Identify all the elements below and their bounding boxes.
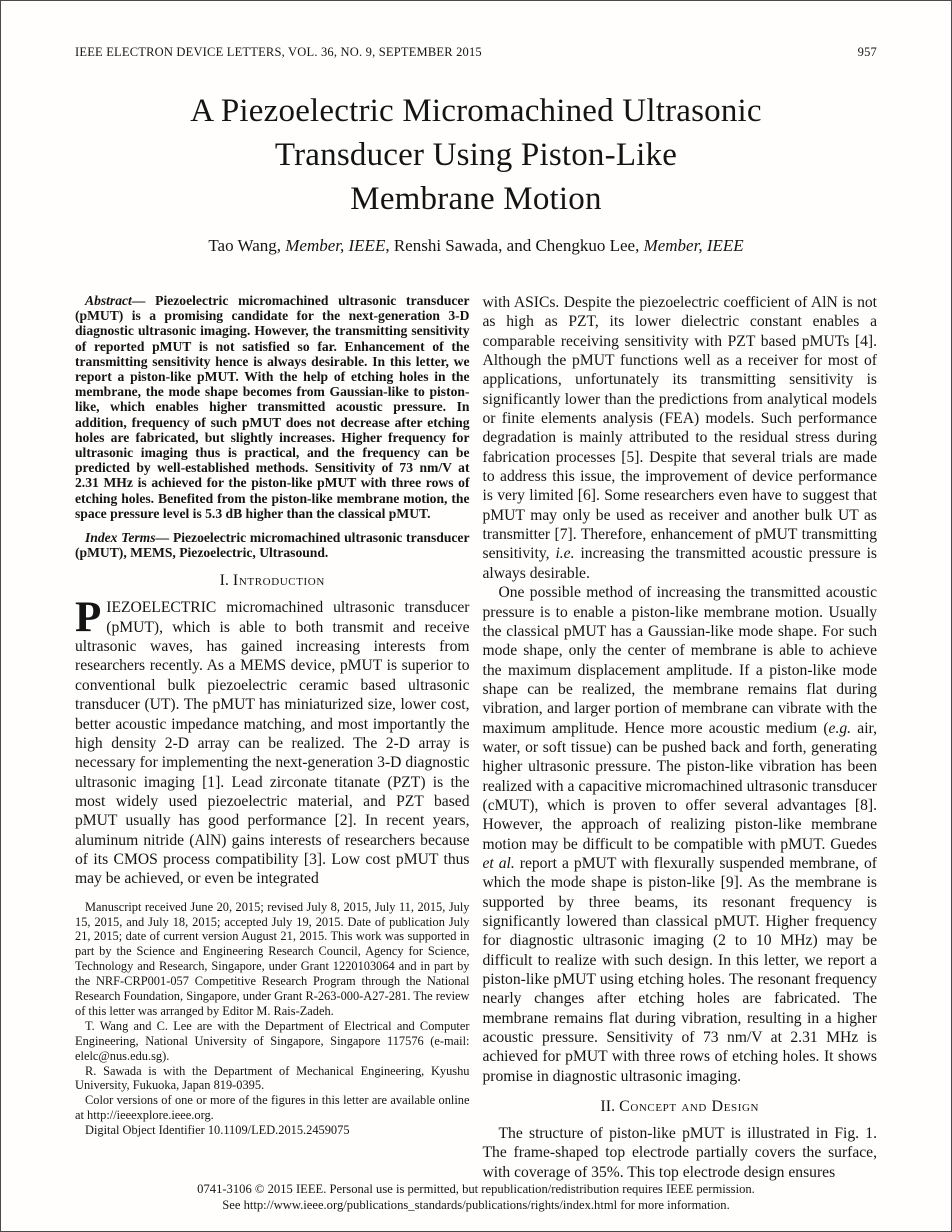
running-head [75,45,877,59]
footnote-affiliation-kyushu: R. Sawada is with the Department of Mechanical Engineering, Kyushu University, Fukuoka, Japan 819-0395. [75,1063,470,1093]
footnote-block [75,900,470,1139]
authors-line [75,236,877,256]
footer-line-1: 0741-3106 © 2015 IEEE. Personal use is permitted, but republication/redistribution requires IEEE permission. [197,1182,755,1197]
intro-paragraph [75,594,470,888]
abstract-paragraph [75,293,470,521]
section-number: II. [600,1098,616,1116]
body-paragraph-structure: The structure of piston-like pMUT is illustrated in Fig. 1. The frame-shaped top electrode partially covers the surface, with coverage of 35%. This top electrode design ensures [482,1125,877,1181]
title-line-2: Transducer Using Piston-Like [274,137,678,173]
author-names: , Renshi Sawada, and Chengkuo Lee, [385,236,644,255]
two-column-body [75,293,877,1182]
index-terms-label: Index Terms— [85,530,173,546]
footnote-color-versions: Color versions of one or more of the figures in this letter are available online at http://ieeexplore.ieee.org. [75,1093,470,1123]
paragraph-text: with ASICs. Despite the piezoelectric coefficient of AlN is not as high as PZT, its lower dielectric constant enables a comparable receiving sensitivity with PZT based pMUTs [4]. Although the pMUT functions well as a receiver for most of applications, unfortunately its transmitting sensitivity is significantly lower than the predictions from analytical models or finite elements analysis (FEA) models. Such performance degradation is mainly attributed to the residual stress during fabrication processes [5]. Despite that several trials are made to address this issue, the improvement of device performance is very limited [6]. Some researchers even have to suggest that pMUT may only be used as receiver and another bulk UT as transmitter [7]. Therefore, enhancement of pMUT transmitting sensitivity, [482,294,877,563]
abstract-text: Piezoelectric micromachined ultrasonic transducer (pMUT) is a promising candidate for the next-generation 3-D diagnostic ultrasonic imaging. However, the transmitting sensitivity of reported pMUT is not satisfied so far. Enhancement of the transmitting sensitivity hence is always desirable. In this letter, we report a piston-like pMUT. With the help of etching holes in the membrane, the mode shape becomes from Gaussian-like to piston-like, which enables higher transmitted acoustic pressure. In addition, frequency of such pMUT does not decrease after etching holes are fabricated, but slightly increases. Higher frequency for ultrasonic imaging thus is practical, and the frequency can be predicted by well-established methods. Sensitivity of 73 nm/V at 2.31 MHz is achieved for the piston-like pMUT with three rows of etching holes. Benefited from the piston-like membrane motion, the space pressure level is 5.3 dB higher than the classical pMUT. [75,293,470,521]
section-title: Introduction [232,572,325,590]
section-heading-concept-design [483,1097,878,1117]
left-column [75,293,470,1182]
intro-text: IEZOELECTRIC micromachined ultrasonic transducer (pMUT), which is able to both transmit and receive ultrasonic waves, has gained increasing interests from researchers recently. As a MEMS device, pMUT is superior to conventional bulk piezoelectric ceramic based ultrasonic transducer (UT). The pMUT has miniaturized size, lower cost, better acoustic impedance matching, and most importantly the high density 2-D array can be realized. The 2-D array is necessary for implementing the next-generation 3-D diagnostic ultrasonic imaging [1]. Lead zirconate titanate (PZT) is the most widely used piezoelectric material, and PZT based pMUT usually has good performance [2]. In recent years, aluminum nitride (AlN) gains interests of researchers because of its CMOS process compatibility [3]. Low cost pMUT thus may be achieved, or even be integrated [75,599,470,888]
index-terms-paragraph [75,530,470,560]
section-title: Concept and Design [619,1098,760,1116]
paragraph-text: air, water, or soft tissue) can be pushed back and forth, generating higher ultrasonic pressure. The piston-like vibration has been realized with a capacitive micromachined ultrasonic transducer (cMUT), which is proven to offer several advantages [8]. However, the approach of realizing piston-like membrane motion may be difficult to be compatible with pMUT. Guedes [482,719,877,853]
drop-cap: P [75,594,102,642]
section-number: I. [219,572,229,590]
paper-title [190,89,762,221]
running-head-journal: IEEE ELECTRON DEVICE LETTERS, VOL. 36, NO. 9, SEPTEMBER 2015 [75,45,482,59]
author-names: Tao Wang, [208,236,286,255]
title-line-1: A Piezoelectric Micromachined Ultrasonic [190,93,762,129]
body-paragraph-piston-method [483,583,878,1086]
page-number: 957 [857,45,877,59]
footer-line-2: See http://www.ieee.org/publications_standards/publications/rights/index.html for more information. [222,1197,730,1212]
member-ieee-label: Member, IEEE [643,236,744,255]
right-column [483,293,878,1182]
latin-abbrev: et al. [482,854,515,872]
section-heading-introduction [75,571,470,591]
title-line-3: Membrane Motion [350,181,602,217]
latin-abbrev: e.g. [828,719,852,737]
paragraph-text: One possible method of increasing the transmitted acoustic pressure is to enable a piston-like membrane motion. Usually the classical pMUT has a Gaussian-like mode shape. For such mode shape, only the center of membrane is able to achieve the maximum displacement amplitude. If a piston-like mode shape can be realized, the membrane remains flat during vibration, and larger portion of membrane can vibrate with the maximum amplitude. Hence more acoustic medium ( [482,584,877,737]
latin-abbrev: i.e. [555,545,575,563]
paragraph-text: increasing the transmitted acoustic pressure is always desirable. [482,545,877,582]
member-ieee-label: Member, IEEE [285,236,386,255]
index-terms-text: Piezoelectric micromachined ultrasonic transducer (pMUT), MEMS, Piezoelectric, Ultrasound. [75,530,470,561]
footnote-doi: Digital Object Identifier 10.1109/LED.2015.2459075 [85,1123,350,1138]
footnote-manuscript-history: Manuscript received June 20, 2015; revised July 8, 2015, July 11, 2015, July 15, 2015, and July 18, 2015; accepted July 19, 2015. Date of publication July 21, 2015; date of current version August 21, 2015. This work was supported in part by the Science and Engineering Research Council, Agency for Science, Technology and Research, Singapore, under Grant 1220103064 and in part by the NRF-CRP001-057 Competitive Research Program through the National Research Foundation, Singapore, under Grant R-263-000-A27-281. The review of this letter was arranged by Editor M. Rais-Zadeh. [75,899,470,1018]
paragraph-text: report a pMUT with flexurally suspended membrane, of which the mode shape is piston-like [9]. As the membrane is supported by three beams, its resonant frequency is significantly lowered than classical pMUT. Higher frequency for diagnostic ultrasonic imaging (2 to 10 MHz) may be difficult to realize with such design. In this letter, we report a piston-like pMUT using etching holes. The resonant frequency nearly changes after etching holes are fabricated. The membrane remains flat during vibration, resulting in a higher acoustic pressure. Sensitivity of 73 nm/V at 2.31 MHz is achieved for pMUT with three rows of etching holes. It shows promise in diagnostic ultrasonic imaging. [482,854,877,1085]
body-paragraph-asics [483,293,878,583]
copyright-footer [75,1182,877,1213]
abstract-label: Abstract— [85,293,156,308]
footnote-affiliation-nus: T. Wang and C. Lee are with the Department of Electrical and Computer Engineering, National University of Singapore, Singapore 117576 (e-mail: elelc@nus.edu.sg). [75,1018,470,1063]
